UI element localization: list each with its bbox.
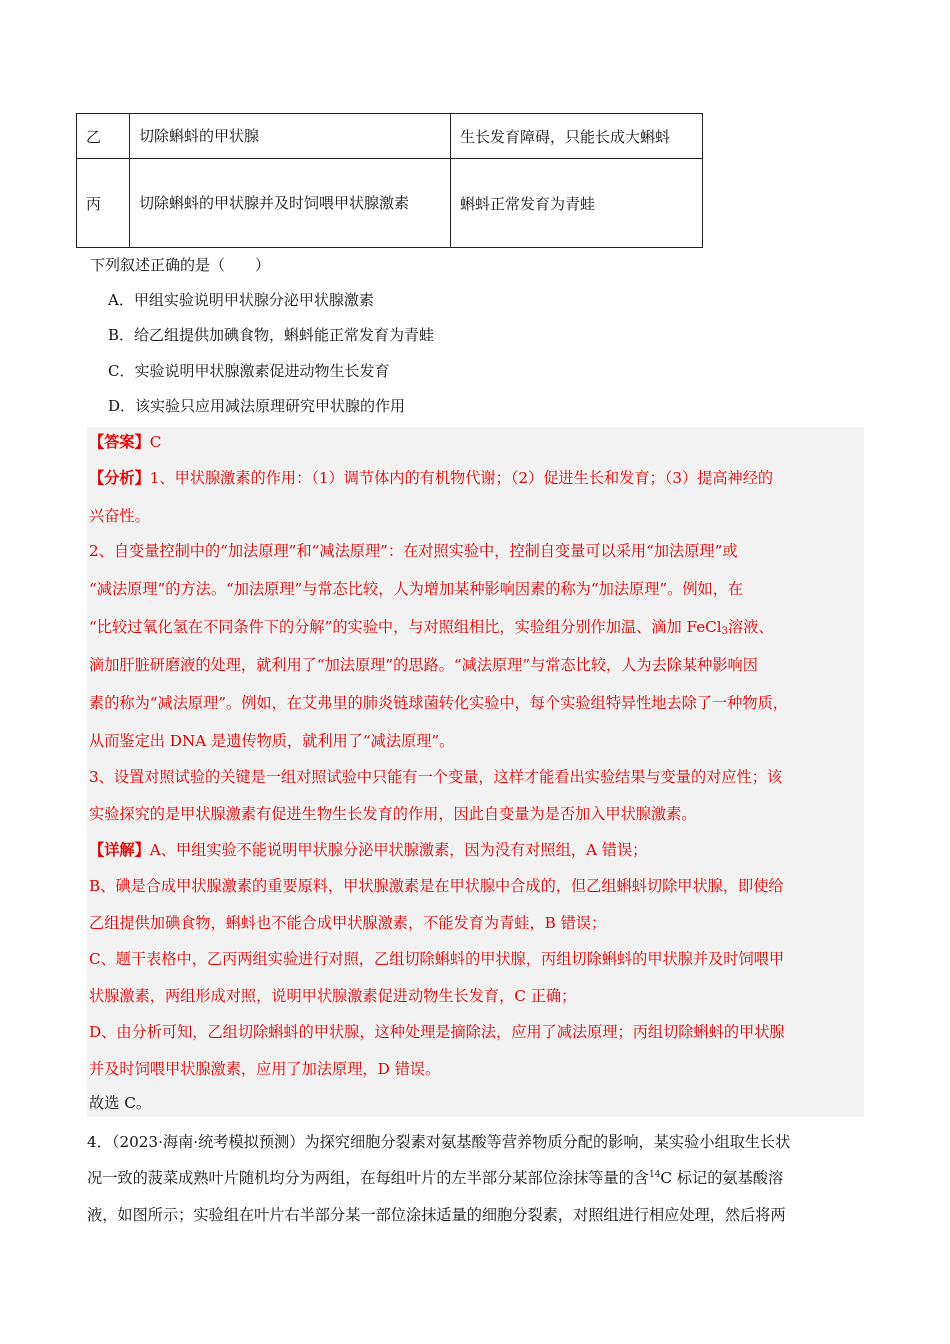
superscript: 14 [648,1170,661,1180]
analysis-line: 素的称为“减法原理”。例如，在艾弗里的肺炎链球菌转化实验中，每个实验组特异性地去除了一种物质， [89,694,788,712]
detail-text: A、甲组实验不能说明甲状腺分泌甲状腺激素，因为没有对照组，A 错误； [149,841,648,859]
analysis-text: 溶液、 [728,618,774,636]
question-4-text: 况一致的菠菜成熟叶片随机均分为两组，在每组叶片的左半部分某部位涂抹等量的含 [87,1169,649,1187]
analysis-line: “减法原理”的方法。“加法原理”与常态比较，人为增加某种影响因素的称为“加法原理”。例如，在 [89,580,744,598]
option-a: A．甲组实验说明甲状腺分泌甲状腺激素 [108,291,374,309]
detail-line: 状腺激素，两组形成对照，说明甲状腺激素促进动物生长发育，C 正确； [89,987,577,1005]
analysis-line [89,467,773,488]
detail-line: D、由分析可知，乙组切除蝌蚪的甲状腺，这种处理是摘除法，应用了减法原理；丙组切除蝌蚪的甲状腺 [89,1023,785,1041]
detail-line: 并及时饲喂甲状腺激素，应用了加法原理，D 错误。 [89,1060,441,1078]
result-cell: 蝌蚪正常发育为青蛙 [451,159,703,248]
experiment-table [76,113,703,248]
detail-tag: 【详解】 [89,841,150,859]
detail-line: B、碘是合成甲状腺激素的重要原料，甲状腺激素是在甲状腺中合成的，但乙组蝌蚪切除甲状腺，即使给 [89,877,784,895]
answer-tag: 【答案】 [89,433,150,451]
table-row [77,114,703,159]
option-d: D．该实验只应用减法原理研究甲状腺的作用 [108,397,406,415]
analysis-text: “比较过氧化氢在不同条件下的分解”的实验中，与对照组相比，实验组分别作加温、滴加 FeCl [89,618,722,636]
subscript: 3 [721,626,729,637]
treatment-cell: 切除蝌蚪的甲状腺并及时饲喂甲状腺激素 [130,159,451,248]
detail-line [89,839,647,860]
question-4-line: 4．（2023·海南·统考模拟预测）为探究细胞分裂素对氨基酸等营养物质分配的影响，某实验小组取生长状 [87,1133,791,1151]
result-cell: 生长发育障碍，只能长成大蝌蚪 [451,114,703,159]
answer-value: C [149,433,162,451]
question-stem: 下列叙述正确的是（ ） [90,256,271,274]
group-cell: 丙 [77,159,130,248]
treatment-cell: 切除蝌蚪的甲状腺 [130,114,451,159]
option-c: C．实验说明甲状腺激素促进动物生长发育 [108,362,390,380]
analysis-line: 2、自变量控制中的“加法原理”和“减法原理”：在对照实验中，控制自变量可以采用“加法原理”或 [89,542,738,560]
answer-line [89,431,161,452]
question-4-text: C 标记的氨基酸溶 [660,1169,784,1187]
analysis-line: 从而鉴定出 DNA 是遗传物质，就利用了“减法原理”。 [89,732,455,750]
analysis-line: 兴奋性。 [89,507,150,525]
question-4-line [87,1167,783,1188]
analysis-line [89,616,774,637]
detail-line: C、题干表格中，乙丙两组实验进行对照，乙组切除蝌蚪的甲状腺，丙组切除蝌蚪的甲状腺并及时饲喂甲 [89,950,785,968]
analysis-tag: 【分析】 [89,469,150,487]
group-cell: 乙 [77,114,130,159]
detail-line: 乙组提供加碘食物，蝌蚪也不能合成甲状腺激素，不能发育为青蛙，B 错误； [89,914,607,932]
conclusion-line: 故选 C。 [89,1094,152,1112]
analysis-line: 3、设置对照试验的关键是一组对照试验中只能有一个变量，这样才能看出实验结果与变量的对应性；该 [89,768,783,786]
table-row [77,159,703,248]
option-b: B．给乙组提供加碘食物，蝌蚪能正常发育为青蛙 [108,326,435,344]
question-4-line: 液，如图所示；实验组在叶片右半部分某一部位涂抹适量的细胞分裂素，对照组进行相应处理，然后将两 [87,1206,786,1224]
answer-explanation [87,427,864,1117]
analysis-text: 1、甲状腺激素的作用：（1）调节体内的有机物代谢；（2）促进生长和发育；（3）提高神经的 [149,469,774,487]
analysis-line: 实验探究的是甲状腺激素有促进生物生长发育的作用，因此自变量为是否加入甲状腺激素。 [89,805,697,823]
analysis-line: 滴加肝脏研磨液的处理，就利用了“加法原理”的思路。“减法原理”与常态比较，人为去除某种影响因 [89,656,758,674]
